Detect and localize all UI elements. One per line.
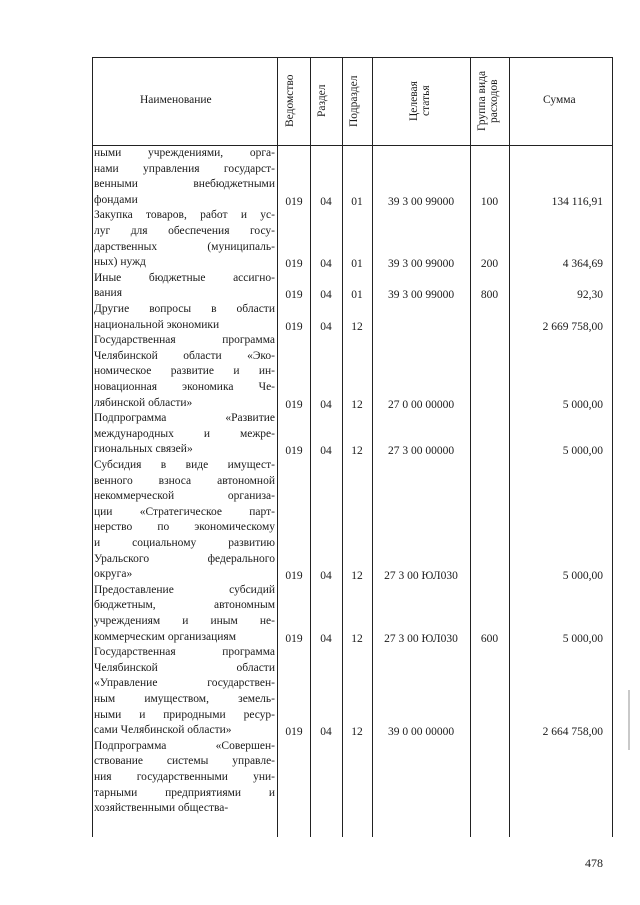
row-name-line: Подпрограмма «Совершен- <box>94 739 275 752</box>
row-celevaya: 39 3 00 99000 <box>387 195 455 208</box>
row-podrazdel: 12 <box>351 320 363 333</box>
header-gruppa: Группа вида расходов <box>476 70 500 132</box>
header-razdel: Раздел <box>316 84 328 118</box>
row-name <box>94 739 275 817</box>
row-name <box>94 146 275 208</box>
row-name-line: Подпрограмма «Развитие <box>94 412 275 425</box>
row-razdel: 04 <box>320 398 332 411</box>
row-razdel: 04 <box>320 445 332 458</box>
row-name-line: фондами <box>94 193 138 206</box>
row-podrazdel: 12 <box>351 398 363 411</box>
row-name-line: и социальному развитию <box>94 536 275 549</box>
row-name-line: нами управления государст- <box>94 162 275 175</box>
row-name-line: округа» <box>94 568 133 581</box>
row-name-line: Челябинской области <box>94 661 275 674</box>
row-vedomstvo: 019 <box>285 632 303 645</box>
row-vedomstvo: 019 <box>285 320 303 333</box>
row-celevaya: 27 3 00 ЮЛ030 <box>384 570 458 583</box>
row-name-line: коммерческим организациям <box>94 630 236 643</box>
row-name-line: венными внебюджетными <box>94 178 275 191</box>
row-name-line: Государственная программа <box>94 334 275 347</box>
col-border-right <box>612 57 613 837</box>
row-name-line: Субсидия в виде имущест- <box>94 459 275 471</box>
row-razdel: 04 <box>320 258 332 271</box>
row-name-line: сами Челябинской области» <box>94 724 232 737</box>
row-summa: 5 000,00 <box>562 445 603 458</box>
row-name-line: гиональных связей» <box>94 443 193 456</box>
row-name-line: вания <box>94 287 122 300</box>
row-vedomstvo: 019 <box>285 398 303 411</box>
row-summa: 4 364,69 <box>562 258 603 271</box>
header-summa: Сумма <box>543 94 576 106</box>
row-name-line: лябинской области» <box>94 396 193 409</box>
row-name-line: национальной экономики <box>94 318 220 331</box>
row-name-line: Иные бюджетные ассигно- <box>94 271 275 284</box>
col-border-gruppa <box>509 57 510 837</box>
row-summa: 5 000,00 <box>562 570 603 583</box>
row-celevaya: 27 3 00 ЮЛ030 <box>384 632 458 645</box>
col-border-left <box>92 57 93 837</box>
row-name <box>94 411 275 458</box>
row-vedomstvo: 019 <box>285 726 303 739</box>
header-name: Наименование <box>140 94 212 106</box>
row-podrazdel: 01 <box>351 289 363 302</box>
row-gruppa: 800 <box>480 289 499 302</box>
row-name-line: дарственных (муниципаль- <box>94 240 275 253</box>
row-celevaya: 39 3 00 99000 <box>387 258 455 271</box>
row-vedomstvo: 019 <box>285 445 303 458</box>
row-name-line: номическое развитие и ин- <box>94 365 275 378</box>
row-name-line: Закупка товаров, работ и ус- <box>94 209 275 222</box>
row-name <box>94 271 275 302</box>
row-name-line: ными и природными ресур- <box>94 708 275 721</box>
row-summa: 92,30 <box>577 289 603 302</box>
row-name-line: Уральского федерального <box>94 552 275 565</box>
page-number: 478 <box>585 856 603 870</box>
page-edge-shadow <box>628 690 630 750</box>
row-podrazdel: 12 <box>351 632 363 645</box>
row-razdel: 04 <box>320 632 332 645</box>
row-razdel: 04 <box>320 195 332 208</box>
row-name-line: ции «Стратегическое парт- <box>94 505 275 518</box>
col-border-celevaya <box>470 57 471 837</box>
header-podrazdel: Подраздел <box>348 75 360 127</box>
row-name-line: ния государственными уни- <box>94 770 275 783</box>
col-border-name <box>277 57 278 837</box>
row-celevaya: 39 0 00 00000 <box>387 726 455 739</box>
row-podrazdel: 12 <box>351 570 363 583</box>
row-name <box>94 208 275 270</box>
col-border-podrazdel <box>372 57 373 837</box>
row-name-line: тарными предприятиями и <box>94 786 275 799</box>
row-gruppa: 100 <box>480 195 499 208</box>
row-name-line: новационная экономика Че- <box>94 380 275 393</box>
row-name-line: «Управление государствен- <box>94 677 275 690</box>
row-name-line: учреждениям и иным не- <box>94 614 275 627</box>
row-name-line: ными учреждениями, орга- <box>94 147 275 159</box>
row-name-line: некоммерческой организа- <box>94 490 275 503</box>
row-name-line: международных и межре- <box>94 427 275 440</box>
header-celevaya: Целевая статья <box>408 81 432 121</box>
row-name-line: бюджетным, автономным <box>94 599 275 612</box>
col-border-ved <box>310 57 311 837</box>
table-top-border <box>92 57 613 58</box>
row-name-line: Челябинской области «Эко- <box>94 349 275 362</box>
row-razdel: 04 <box>320 320 332 333</box>
row-name <box>94 583 275 645</box>
row-summa: 2 669 758,00 <box>542 320 603 333</box>
row-podrazdel: 12 <box>351 445 363 458</box>
row-podrazdel: 01 <box>351 195 363 208</box>
row-name-line: ных) нужд <box>94 256 146 269</box>
row-name <box>94 645 275 739</box>
row-name-line: ным имуществом, земель- <box>94 692 275 705</box>
row-vedomstvo: 019 <box>285 570 303 583</box>
row-celevaya: 27 3 00 00000 <box>387 445 455 458</box>
row-gruppa: 200 <box>480 258 499 271</box>
row-name-line: луг для обеспечения госу- <box>94 224 275 237</box>
row-name-line: Предоставление субсидий <box>94 583 275 596</box>
row-razdel: 04 <box>320 726 332 739</box>
row-name-line: Другие вопросы в области <box>94 303 275 315</box>
row-name <box>94 302 275 333</box>
row-vedomstvo: 019 <box>285 258 303 271</box>
row-podrazdel: 01 <box>351 258 363 271</box>
row-name-line: Государственная программа <box>94 646 275 659</box>
row-summa: 134 116,91 <box>551 195 603 208</box>
row-vedomstvo: 019 <box>285 195 303 208</box>
col-border-razdel <box>342 57 343 837</box>
row-podrazdel: 12 <box>351 726 363 739</box>
row-razdel: 04 <box>320 570 332 583</box>
row-celevaya: 27 0 00 00000 <box>387 398 455 411</box>
header-vedomstvo: Ведомство <box>284 74 296 128</box>
row-celevaya: 39 3 00 99000 <box>387 289 455 302</box>
row-name-line: нерство по экономическому <box>94 521 275 534</box>
row-razdel: 04 <box>320 289 332 302</box>
row-summa: 5 000,00 <box>562 398 603 411</box>
row-summa: 5 000,00 <box>562 632 603 645</box>
row-name-line: хозяйственными общества- <box>94 802 229 815</box>
row-name-line: ствование системы управле- <box>94 755 275 768</box>
row-name-line: венного взноса автономной <box>94 474 275 487</box>
row-name <box>94 458 275 583</box>
row-vedomstvo: 019 <box>285 289 303 302</box>
row-summa: 2 664 758,00 <box>542 726 603 739</box>
row-name <box>94 333 275 411</box>
row-gruppa: 600 <box>480 632 499 645</box>
